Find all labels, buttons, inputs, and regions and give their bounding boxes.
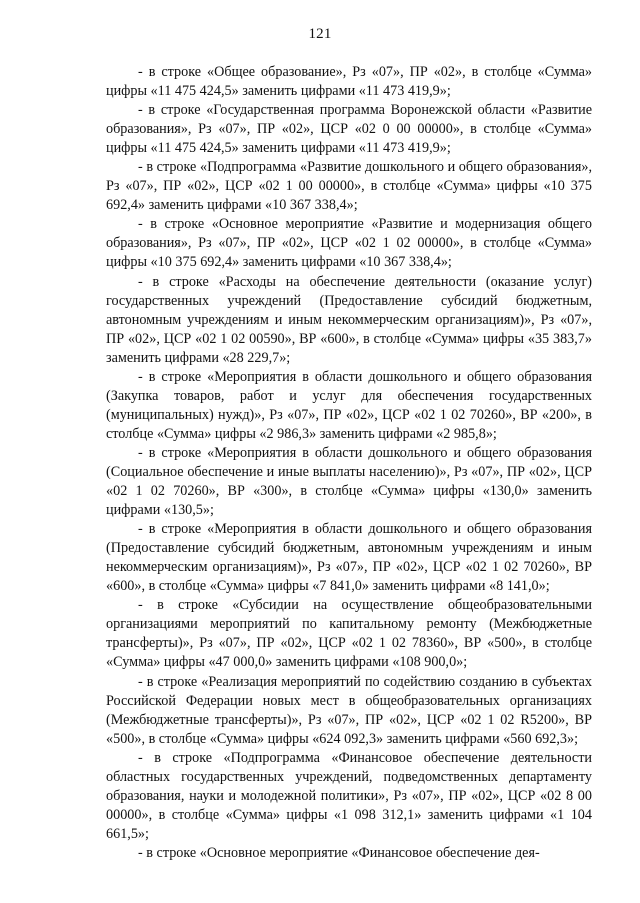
paragraph: - в строке «Мероприятия в области дошкольного и общего образования (Социальное обеспечение и иные выплаты населению)», Рз «07», ПР «02», ЦСР «02 1 02 70260», ВР «300», в столбце «Сумма» цифры «130,0» заменить цифрами «130,5»;	[106, 444, 592, 519]
paragraph: - в строке «Подпрограмма «Развитие дошкольного и общего образования», Рз «07», ПР «02», ЦСР «02 1 00 00000», в столбце «Сумма» цифры «10 375 692,4» заменить цифрами «10 367 338,4»;	[106, 159, 592, 214]
paragraph: - в строке «Мероприятия в области дошкольного и общего образования (Предоставление субсидий бюджетным, автономным учреждениям и иным некоммерческим организациям)», Рз «07», ПР «02», ЦСР «02 1 02 70260», ВР «600», в столбце «Сумма» цифры «7 841,0» заменить цифрами «8 141,0»;	[106, 521, 592, 595]
paragraph: - в строке «Подпрограмма «Финансовое обеспечение деятельности областных государственных учреждений, подведомственных департаменту образования, науки и молодежной политики», Рз «07», ПР «02», ЦСР «02 8 00 00000», в столбце «Сумма» цифры «1 098 312,1» заменить цифрами «1 104 661,5»;	[106, 749, 592, 842]
paragraph: - в строке «Основное мероприятие «Финансовое обеспечение дея-	[138, 844, 540, 861]
paragraph: - в строке «Реализация мероприятий по содействию созданию в субъектах Российской Федерации новых мест в общеобразовательных организациях (Межбюджетные трансферты)», Рз «07», ПР «02», ЦСР «02 1 02 R5200», ВР «500», в столбце «Сумма» цифры «624 092,3» заменить цифрами «560 692,3»;	[106, 673, 592, 747]
paragraph: - в строке «Мероприятия в области дошкольного и общего образования (Закупка товаров, работ и услуг для обеспечения государственных (муниципальных) нужд)», Рз «07», ПР «02», ЦСР «02 1 02 70260», ВР «200», в столбце «Сумма» цифры «2 986,3» заменить цифрами «2 985,8»;	[106, 368, 592, 442]
paragraph: - в строке «Субсидии на осуществление общеобразовательными организациями мероприятий по капитальному ремонту (Межбюджетные трансферты)», Рз «07», ПР «02», ЦСР «02 1 02 78360», ВР «500», в столбце «Сумма» цифры «47 000,0» заменить цифрами «108 900,0»;	[106, 597, 592, 671]
paragraph: - в строке «Расходы на обеспечение деятельности (оказание услуг) государственных учреждений (Предоставление субсидий бюджетным, автономным учреждениям и иным некоммерческим организациям)», Рз «07», ПР «02», ЦСР «02 1 02 00590», ВР «600», в столбце «Сумма» цифры «35 383,7» заменить цифрами «28 229,7»;	[106, 273, 592, 366]
page-number: 121	[308, 26, 332, 42]
paragraph: - в строке «Основное мероприятие «Развитие и модернизация общего образования», Рз «07», ПР «02», ЦСР «02 1 02 00000», в столбце «Сумма» цифры «10 375 692,4» заменить цифрами «10 367 338,4»;	[106, 216, 592, 271]
document-body	[106, 63, 592, 863]
paragraph: - в строке «Общее образование», Рз «07», ПР «02», в столбце «Сумма» цифры «11 475 424,5» заменить цифрами «11 473 419,9»;	[106, 64, 592, 100]
paragraph: - в строке «Государственная программа Воронежской области «Развитие образования», Рз «07», ПР «02», ЦСР «02 0 00 00000», в столбце «Сумма» цифры «11 475 424,5» заменить цифрами «11 473 419,9»;	[106, 102, 592, 157]
